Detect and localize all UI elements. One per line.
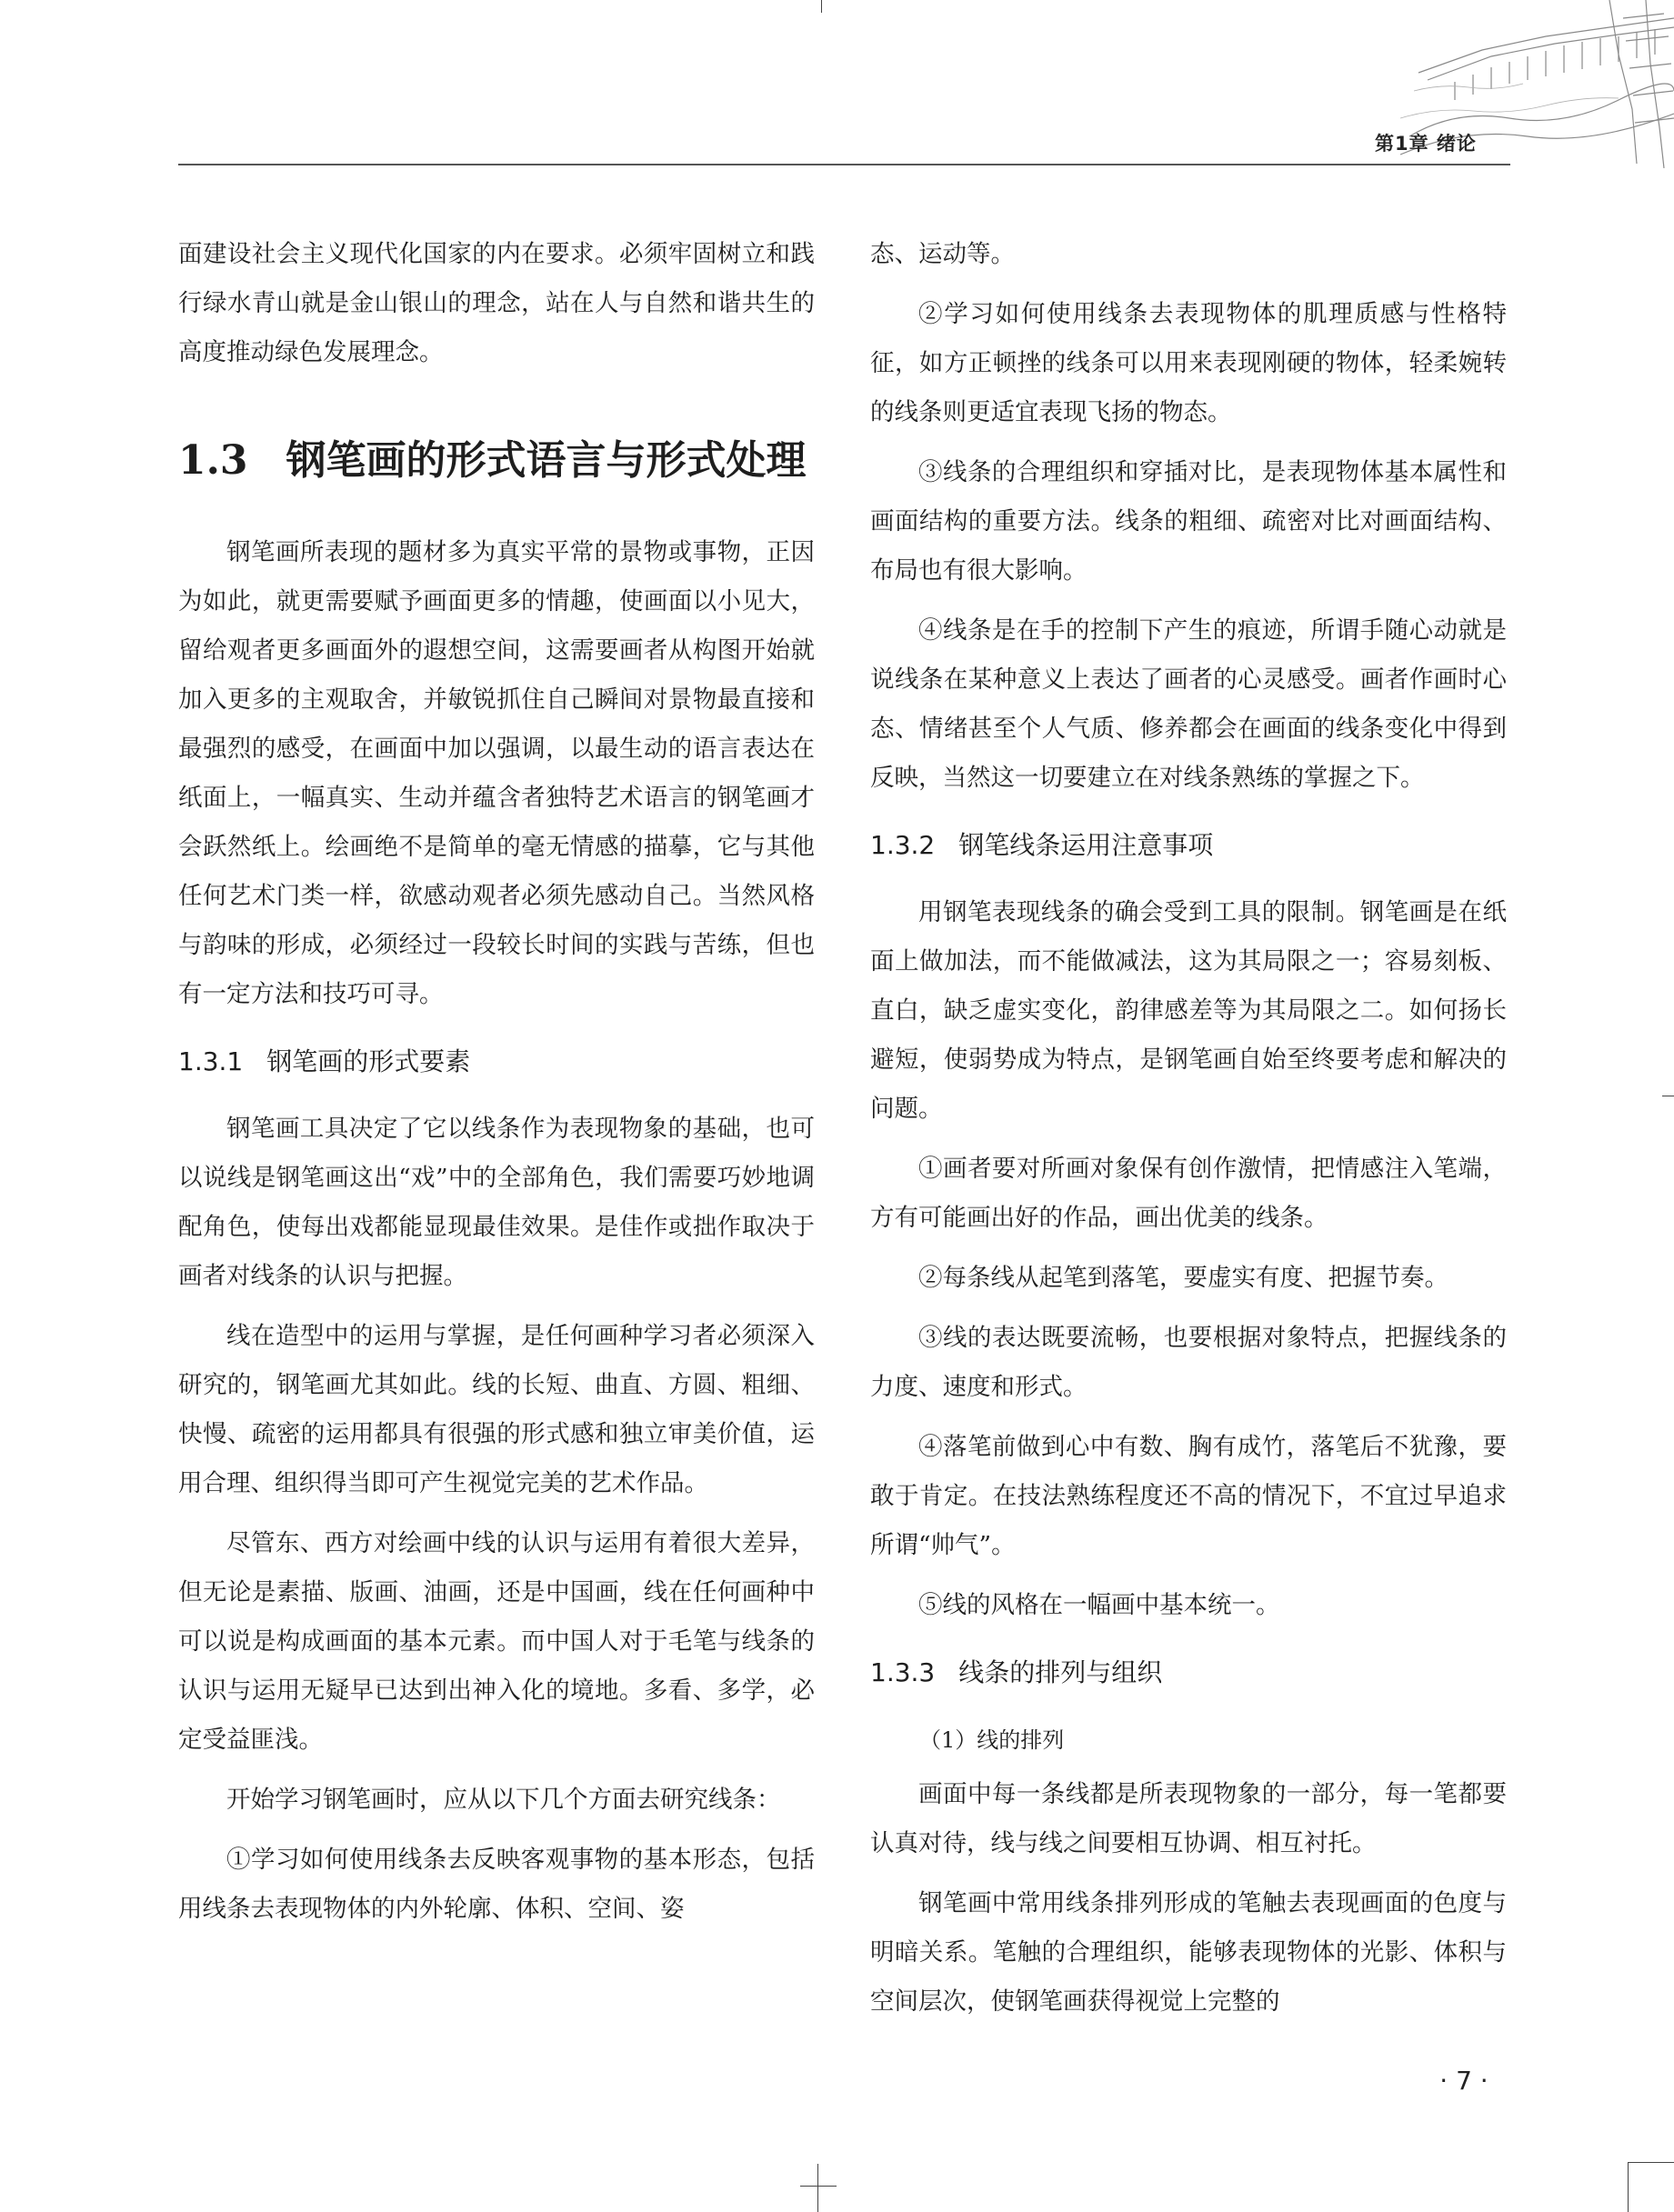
paragraph: ②学习如何使用线条去表现物体的肌理质感与性格特征，如方正顿挫的线条可以用来表现刚硬的物体，轻柔婉转的线条则更适宜表现飞扬的物态。 [870,300,1507,426]
subsection-heading [870,814,1507,877]
subsection-number: 1.3.2 [870,830,936,860]
paragraph: ④线条是在手的控制下产生的痕迹，所谓手随心动就是说线条在某种意义上表达了画者的心灵感受。画者作画时心态、情绪甚至个人气质、修养都会在画面的线条变化中得到反映，当然这一切要建立在对线条熟练的掌握之下。 [870,616,1507,792]
subsection-number: 1.3.1 [178,1046,244,1076]
subsection-title-text: 钢笔线条运用注意事项 [958,830,1214,860]
paragraph: ①画者要对所画对象保有创作激情，把情感注入笔端，方有可能画出好的作品，画出优美的线条。 [870,1155,1507,1232]
paragraph: 尽管东、西方对绘画中线的认识与运用有着很大差异，但无论是素描、版画、油画，还是中国画，线在任何画种中可以说是构成画面的基本元素。而中国人对于毛笔与线条的认识与运用无疑早已达到出神入化的境地。多看、多学，必定受益匪浅。 [178,1529,815,1754]
paragraph: ④落笔前做到心中有数、胸有成竹，落笔后不犹豫，要敢于肯定。在技法熟练程度还不高的情况下，不宜过早追求所谓“帅气”。 [870,1433,1507,1559]
subsection-heading [178,1030,815,1094]
page-number: · 7 · [1439,2066,1489,2096]
section-number: 1.3 [178,437,248,484]
subsection-number: 1.3.3 [870,1657,936,1687]
subsection-title-text: 线条的排列与组织 [958,1657,1163,1687]
paragraph: ③线条的合理组织和穿插对比，是表现物体基本属性和画面结构的重要方法。线条的粗细、疏密对比对画面结构、布局也有很大影响。 [870,458,1507,585]
paragraph: 画面中每一条线都是所表现物象的一部分，每一笔都要认真对待，线与线之间要相互协调、相互衬托。 [870,1780,1507,1857]
running-header-chapter: 第1章 绪论 [1375,133,1477,155]
subsection-title-text: 钢笔画的形式要素 [266,1046,471,1076]
header-rule [178,164,1510,165]
paragraph: 钢笔画工具决定了它以线条作为表现物象的基础，也可以说线是钢笔画这出“戏”中的全部角色，我们需要巧妙地调配角色，使每出戏都能显现最佳效果。是佳作或拙作取决于画者对线条的认识与把握。 [178,1115,815,1290]
crop-mark [821,0,822,13]
paragraph: 开始学习钢笔画时，应从以下几个方面去研究线条： [226,1786,781,1814]
subsubsection-heading: （1）线的排列 [919,1727,1065,1753]
paragraph: ①学习如何使用线条去反映客观事物的基本形态，包括用线条去表现物体的内外轮廓、体积、空间、姿 [178,1846,815,1923]
paragraph: 面建设社会主义现代化国家的内在要求。必须牢固树立和践行绿水青山就是金山银山的理念，站在人与自然和谐共生的高度推动绿色发展理念。 [178,240,815,366]
paragraph: 钢笔画所表现的题材多为真实平常的景物或事物，正因为如此，就更需要赋予画面更多的情趣，使画面以小见大，留给观者更多画面外的遐想空间，这需要画者从构图开始就加入更多的主观取舍，并敏锐抓住自己瞬间对景物最直接和最强烈的感受，在画面中加以强调，以最生动的语言表达在纸面上，一幅真实、生动并蕴含者独特艺术语言的钢笔画才会跃然纸上。绘画绝不是简单的毫无情感的描摹，它与其他任何艺术门类一样，欲感动观者必须先感动自己。当然风格与韵味的形成，必须经过一段较长时间的实践与苦练，但也有一定方法和技巧可寻。 [178,538,815,1008]
paragraph: ③线的表达既要流畅，也要根据对象特点，把握线条的力度、速度和形式。 [870,1324,1507,1401]
crop-mark [817,2164,818,2212]
paragraph: 态、运动等。 [870,240,1015,268]
paragraph: 用钢笔表现线条的确会受到工具的限制。钢笔画是在纸面上做加法，而不能做减法，这为其局限之一；容易刻板、直白，缺乏虚实变化，韵律感差等为其局限之二。如何扬长避短，使弱势成为特点，是钢笔画自始至终要考虑和解决的问题。 [870,898,1507,1123]
crop-mark [800,2186,837,2187]
right-column [870,230,1507,2037]
paragraph: 线在造型中的运用与掌握，是任何画种学习者必须深入研究的，钢笔画尤其如此。线的长短、曲直、方圆、粗细、快慢、疏密的运用都具有很强的形式感和独立审美价值，运用合理、组织得当即可产生视觉完美的艺术作品。 [178,1322,815,1497]
paragraph: ⑤线的风格在一幅画中基本统一。 [918,1591,1280,1619]
paragraph: 钢笔画中常用线条排列形成的笔触去表现画面的色度与明暗关系。笔触的合理组织，能够表现物体的光影、体积与空间层次，使钢笔画获得视觉上完整的 [870,1889,1507,2016]
paragraph: ②每条线从起笔到落笔，要虚实有度、把握节奏。 [918,1264,1448,1292]
crop-mark [1628,2162,1629,2212]
crop-mark [1628,2162,1674,2163]
left-column [178,230,815,1945]
section-title-text: 钢笔画的形式语言与形式处理 [286,437,807,484]
subsection-heading [870,1641,1507,1705]
section-heading [178,406,815,515]
